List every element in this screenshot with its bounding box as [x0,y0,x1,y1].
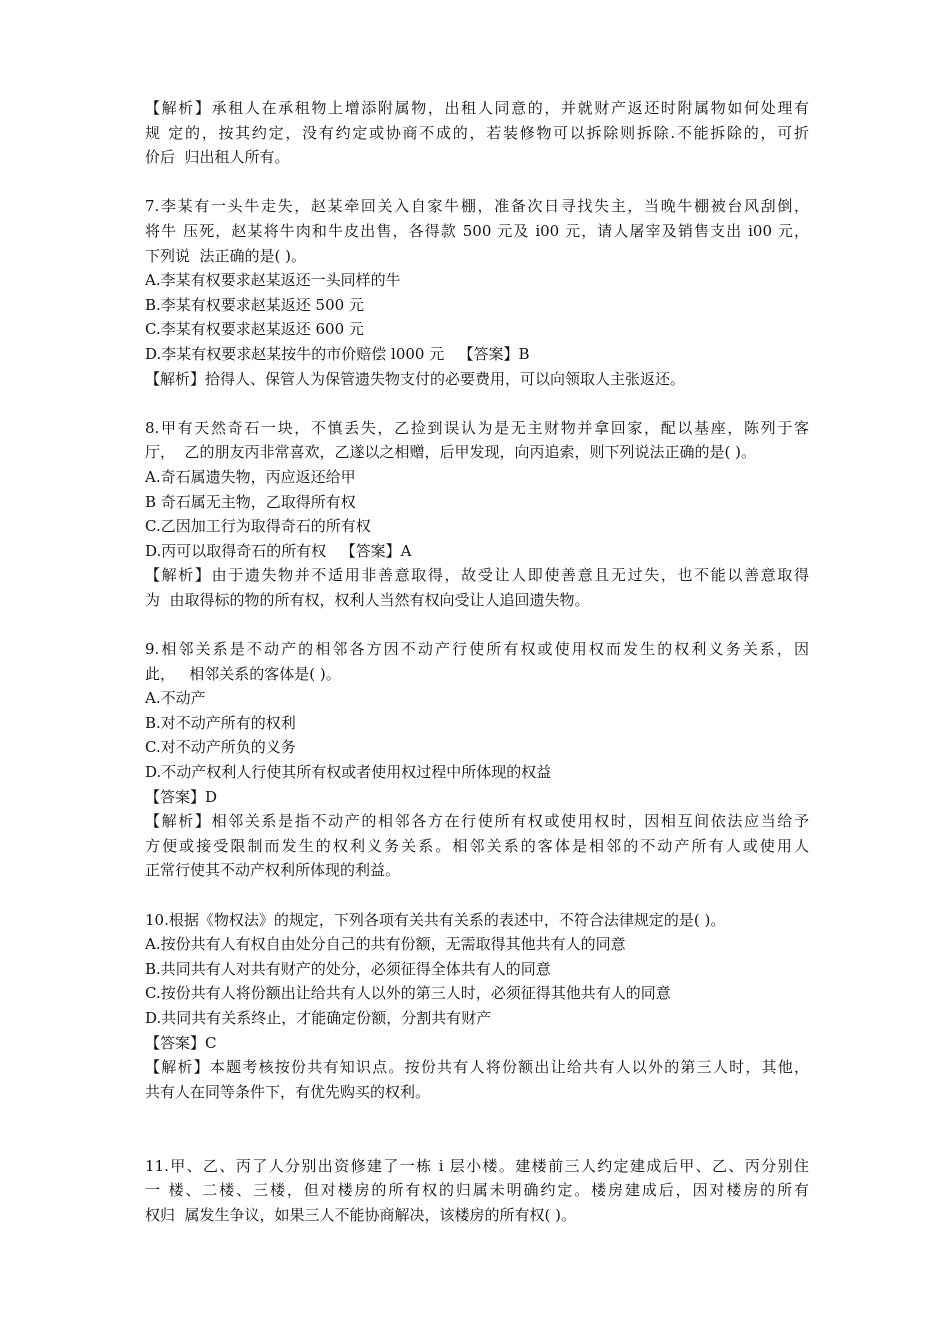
analysis-block-6 [145,96,809,170]
option-c: C.乙因加工行为取得奇石的所有权 [145,517,371,536]
question-text: 厅， 乙的朋友丙非常喜欢，乙遂以之相赠，后甲发现，向丙追索，则下列说法正确的是( )。 [145,443,757,462]
option-b: B.共同共有人对共有财产的处分，必须征得全体共有人的同意 [145,959,551,978]
option-c: C.李某有权要求赵某返还 600 元 [145,320,364,339]
question-text: 8.甲有天然奇石一块，不慎丢失，乙捡到误认为是无主财物并拿回家，配以基座，陈列于客 [145,418,809,437]
option-a: A.奇石属遗失物，丙应返还给甲 [145,467,356,486]
option-a: A.按份共有人有权自由处分自己的共有份额，无需取得其他共有人的同意 [145,935,626,954]
option-d: D.共同共有关系终止，才能确定份额，分割共有财产 [145,1008,492,1027]
question-text: 下列说 法正确的是( )。 [145,246,307,265]
question-text: 11.甲、乙、丙了人分别出资修建了一栋 i 层小楼。建楼前三人约定建成后甲、乙、丙分别住 [145,1156,809,1175]
option-c: C.按份共有人将份额出让给共有人以外的第三人时，必须征得其他共有人的同意 [145,984,671,1003]
paragraph-gap [145,612,809,637]
question-8 [145,416,809,613]
analysis-text: 【解析】由于遗失物并不适用非善意取得，故受让人即使善意且无过失，也不能以善意取得 [145,566,809,585]
text-line: 规 定的，按其约定，没有约定或协商不成的，若装修物可以拆除则拆除.不能拆除的，可折 [145,123,809,142]
question-10 [145,908,809,1105]
paragraph-gap [145,1104,809,1153]
question-9 [145,637,809,883]
analysis-text: 共有人在同等条件下，有优先购买的权利。 [145,1082,431,1101]
question-7 [145,194,809,391]
option-a: A.李某有权要求赵某返还一头同样的牛 [145,271,401,290]
analysis-text: 【解析】拾得人、保管人为保管遗失物支付的必要费用，可以向领取人主张返还。 [145,369,686,388]
option-c: C.对不动产所负的义务 [145,738,296,757]
question-11 [145,1154,809,1228]
option-d-answer: D.李某有权要求赵某按牛的市价赔偿 l000 元 【答案】B [145,344,530,363]
analysis-text: 为 由取得标的物的所有权，权利人当然有权向受让人追回遗失物。 [145,590,590,609]
paragraph-gap [145,170,809,195]
question-text: 7.李某有一头牛走失，赵某牵回关入自家牛棚，准备次日寻找失主，当晚牛棚被台风刮倒， [145,197,809,216]
document-page [145,96,809,1227]
option-b: B.李某有权要求赵某返还 500 元 [145,295,364,314]
question-text: 此， 相邻关系的客体是( )。 [145,664,341,683]
answer: 【答案】D [145,787,218,806]
question-text: 一 楼、二楼、三楼，但对楼房的所有权的归属未明确约定。楼房建成后，因对楼房的所有 [145,1181,809,1200]
option-b: B 奇石属无主物，乙取得所有权 [145,492,356,511]
analysis-text: 方便或接受限制而发生的权利义务关系。相邻关系的客体是相邻的不动产所有人或使用人 [145,836,809,855]
question-text: 9.相邻关系是不动产的相邻各方因不动产行使所有权或使用权而发生的权利义务关系，因 [145,640,809,659]
option-d: D.不动产权利人行使其所有权或者使用权过程中所体现的权益 [145,763,552,782]
analysis-text: 正常行使其不动产权利所体现的利益。 [145,861,401,880]
question-text: 权归 属发生争议，如果三人不能协商解决，该楼房的所有权( )。 [145,1205,577,1224]
option-b: B.对不动产所有的权利 [145,713,296,732]
question-text: 将牛 压死，赵某将牛肉和牛皮出售，各得款 500 元及 i00 元，请人屠宰及销售支出 i00 元， [145,221,809,240]
option-d-answer: D.丙可以取得奇石的所有权 【答案】A [145,541,412,560]
answer: 【答案】C [145,1033,217,1052]
option-a: A.不动产 [145,689,206,708]
text-line: 【解析】承租人在承租物上增添附属物，出租人同意的，并就财产返还时附属物如何处理有 [145,99,809,117]
paragraph-gap [145,391,809,416]
analysis-text: 【解析】相邻关系是指不动产的相邻各方在行使所有权或使用权时，因相互间依法应当给予 [145,812,809,831]
question-text: 10.根据《物权法》的规定，下列各项有关共有关系的表述中，不符合法律规定的是( )。 [145,910,726,929]
text-line: 价后 归出租人所有。 [145,148,290,167]
analysis-text: 【解析】本题考核按份共有知识点。按份共有人将份额出让给共有人以外的第三人时，其他， [145,1058,809,1077]
paragraph-gap [145,883,809,908]
